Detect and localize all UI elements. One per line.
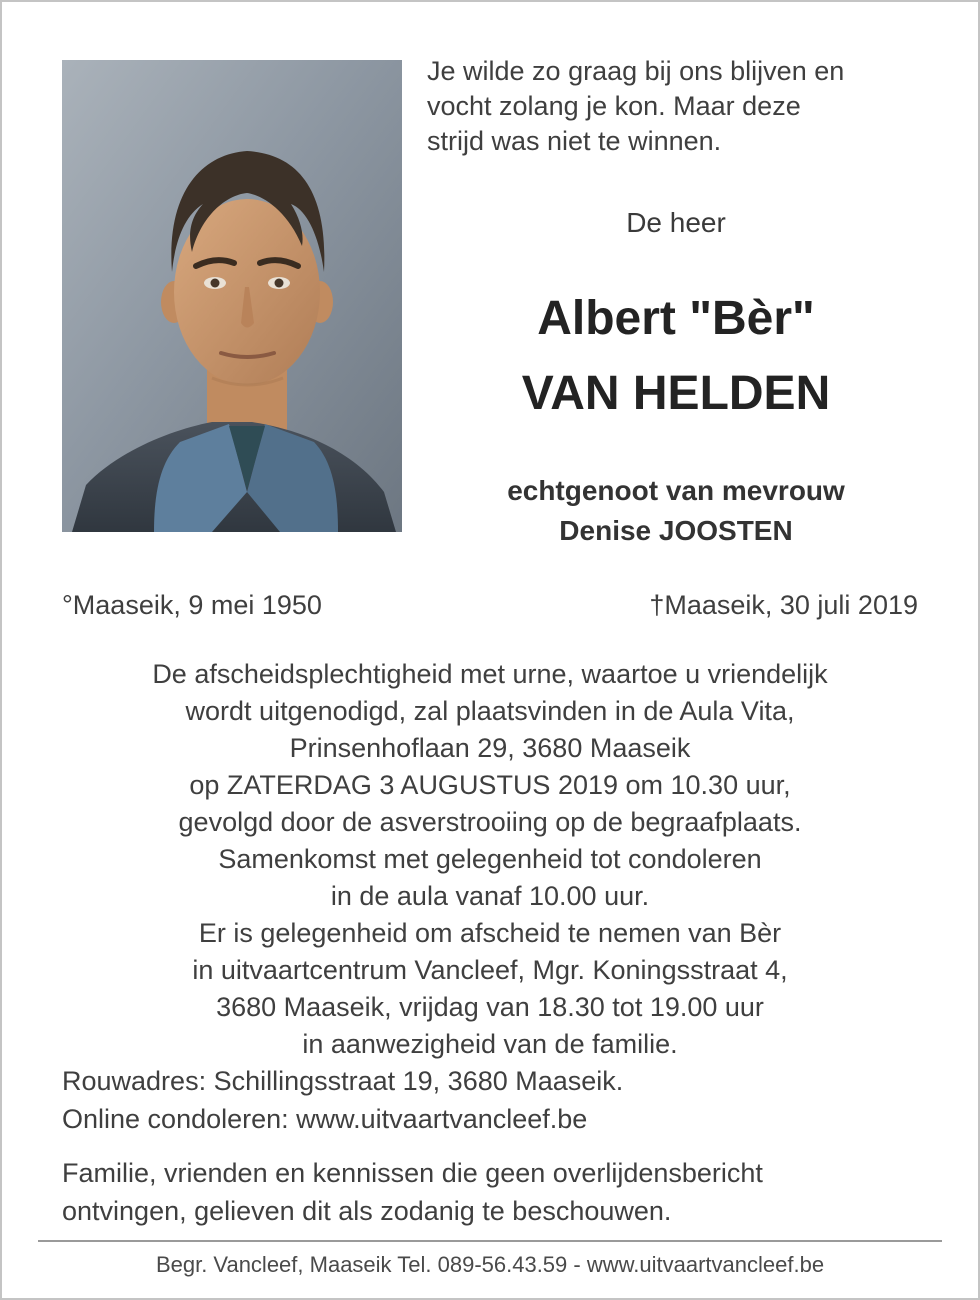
life-dates <box>62 590 918 621</box>
footer-divider <box>38 1240 942 1242</box>
death-date: †Maaseik, 30 juli 2019 <box>649 590 918 620</box>
mourning-address: Rouwadres: Schillingsstraat 19, 3680 Maaseik. <box>62 1066 624 1096</box>
family-notice: Familie, vrienden en kennissen die geen overlijdensbericht ontvingen, gelieven dit als zodanig te beschouwen. <box>62 1158 763 1226</box>
deceased-name-line1: Albert "Bèr" <box>537 292 815 345</box>
ceremony-details: De afscheidsplechtigheid met urne, waartoe u vriendelijk wordt uitgenodigd, zal plaatsvinden in de Aula Vita, Prinsenhoflaan 29, 3680 Maaseik op ZATERDAG 3 AUGUSTUS 2019 om 10.30 uur, gevolgd door de asverstrooiing op de begraafplaats. Samenkomst met gelegenheid tot condoleren in de aula vanaf 10.00 uur. Er is gelegenheid om afscheid te nemen van Bèr in uitvaartcentrum Vancleef, Mgr. Koningsstraat 4, 3680 Maaseik, vrijdag van 18.30 tot 19.00 uur in aanwezigheid van de familie. <box>152 659 828 1059</box>
deceased-name-line2: VAN HELDEN <box>521 367 831 420</box>
portrait-photo <box>62 60 402 532</box>
portrait-illustration <box>62 60 402 532</box>
spouse-name: Denise JOOSTEN <box>559 515 793 546</box>
birth-date: °Maaseik, 9 mei 1950 <box>62 590 322 620</box>
spouse-block <box>427 471 925 551</box>
funeral-home-footer: Begr. Vancleef, Maaseik Tel. 089-56.43.59 - www.uitvaartvancleef.be <box>155 1252 825 1277</box>
salutation: De heer <box>626 207 726 238</box>
contact-block <box>62 1062 918 1138</box>
spouse-intro: echtgenoot van mevrouw <box>507 475 845 506</box>
deceased-name <box>427 281 925 431</box>
announcement-header <box>427 54 925 551</box>
online-condolence: Online condoleren: www.uitvaartvancleef.be <box>62 1104 588 1134</box>
memorial-quote: Je wilde zo graag bij ons blijven en vocht zolang je kon. Maar deze strijd was niet te winnen. <box>427 56 845 156</box>
